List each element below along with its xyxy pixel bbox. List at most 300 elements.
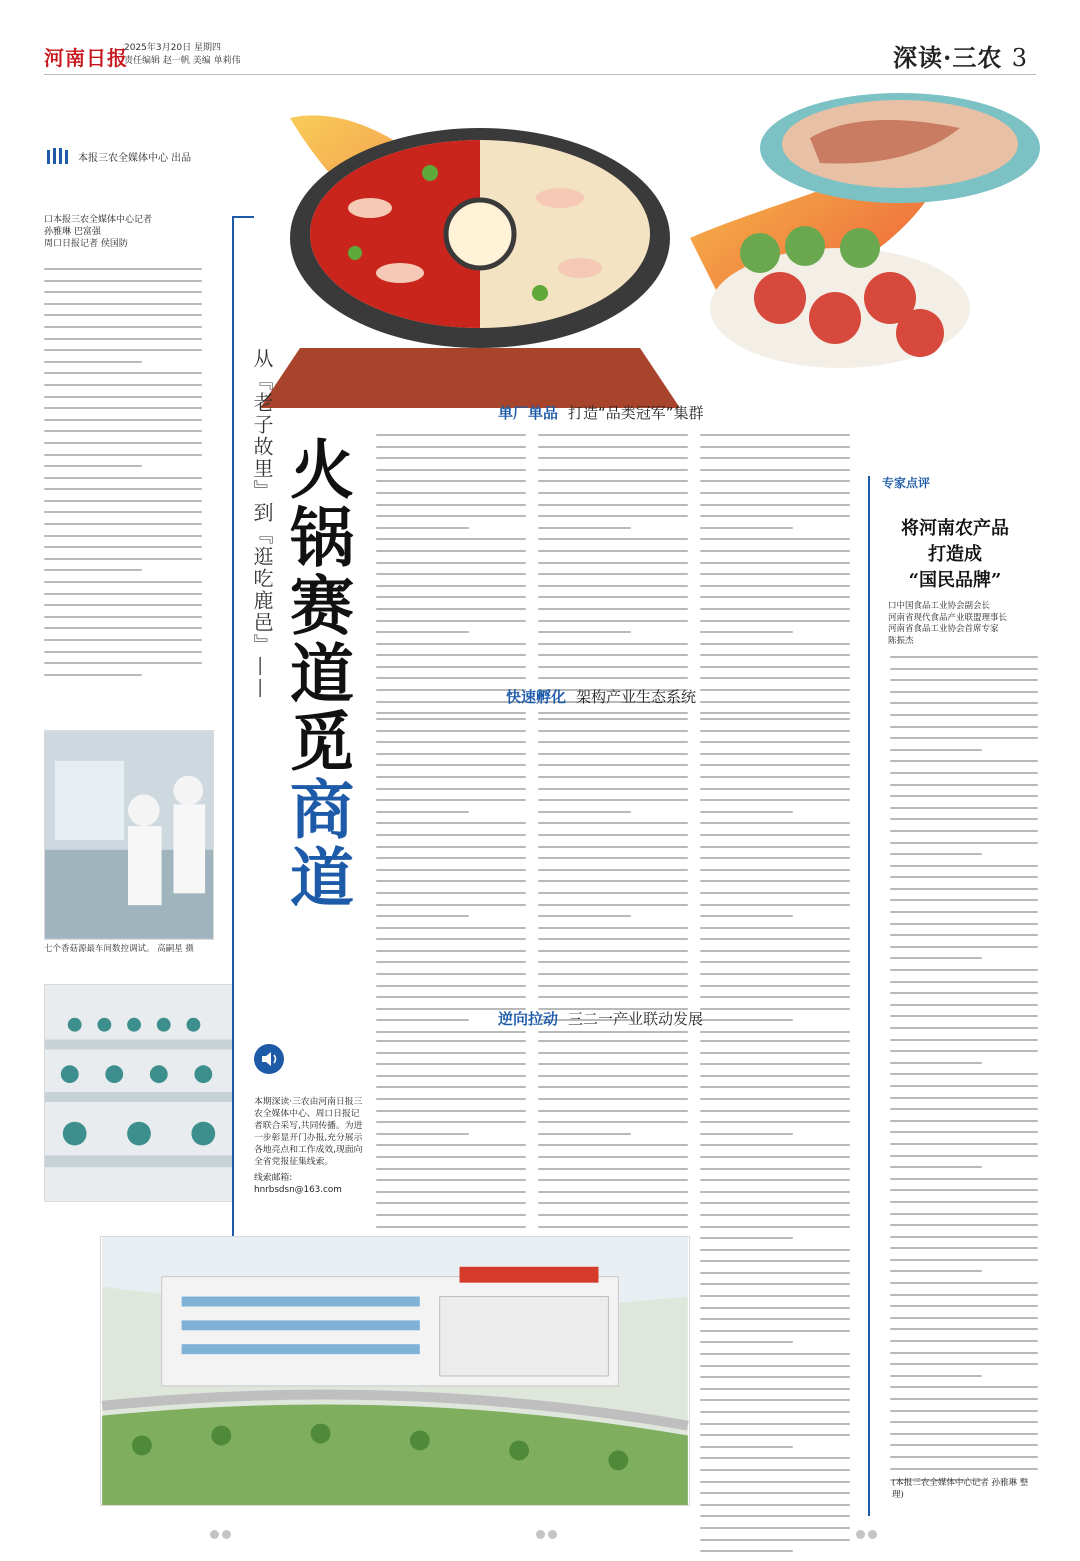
text-line-placeholder: [376, 788, 526, 790]
section-keyword: 快速孵化: [506, 688, 567, 706]
text-line-placeholder: [376, 1086, 526, 1088]
text-line-placeholder: [376, 631, 469, 633]
text-line-placeholder: [376, 712, 526, 714]
text-line-placeholder: [700, 811, 793, 813]
headline-sub: 从『老子故里』到『逛吃鹿邑』——: [250, 348, 274, 700]
text-line-placeholder: [538, 712, 688, 714]
text-line-placeholder: [44, 430, 202, 432]
text-line-placeholder: [538, 811, 631, 813]
text-line-placeholder: [376, 620, 526, 622]
text-line-placeholder: [890, 1270, 982, 1272]
text-line-placeholder: [538, 434, 688, 436]
text-line-placeholder: [538, 1191, 688, 1193]
headline-main-accent: 商道: [279, 776, 354, 912]
text-line-placeholder: [890, 760, 1038, 762]
text-line-placeholder: [700, 788, 850, 790]
expert-column-title: [880, 516, 1030, 594]
text-line-placeholder: [538, 950, 688, 952]
text-line-placeholder: [538, 1052, 688, 1054]
text-line-placeholder: [376, 1179, 526, 1181]
text-line-placeholder: [700, 1179, 850, 1181]
masthead-divider: [44, 74, 1036, 75]
text-line-placeholder: [538, 1121, 688, 1123]
section-title: 三二一产业联动发展: [568, 1010, 704, 1028]
text-line-placeholder: [700, 938, 850, 940]
text-line-placeholder: [538, 973, 688, 975]
text-line-placeholder: [700, 1492, 850, 1494]
text-line-placeholder: [44, 488, 202, 490]
text-line-placeholder: [376, 973, 526, 975]
text-line-placeholder: [700, 973, 850, 975]
text-line-placeholder: [700, 1110, 850, 1112]
text-line-placeholder: [44, 581, 202, 583]
text-line-placeholder: [700, 1098, 850, 1100]
hotpot-base: [260, 348, 680, 408]
text-line-placeholder: [376, 811, 469, 813]
text-line-placeholder: [538, 515, 688, 517]
text-line-placeholder: [44, 616, 202, 618]
text-line-placeholder: [890, 807, 1038, 809]
text-line-placeholder: [376, 666, 526, 668]
section-title: 架构产业生态系统: [576, 688, 697, 706]
text-line-placeholder: [700, 1226, 850, 1228]
text-line-placeholder: [700, 927, 850, 929]
text-line-placeholder: [538, 927, 688, 929]
headline-main-text: 火锅赛道觅: [279, 436, 354, 776]
text-line-placeholder: [538, 620, 688, 622]
section-header-2: [506, 686, 696, 707]
text-line-placeholder: [376, 1133, 469, 1135]
text-line-placeholder: [538, 985, 688, 987]
text-line-placeholder: [700, 1481, 850, 1483]
text-line-placeholder: [376, 857, 526, 859]
masthead: [0, 0, 1080, 90]
text-line-placeholder: [700, 1457, 850, 1459]
hotpot-center: [446, 200, 514, 268]
text-line-placeholder: [700, 1307, 850, 1309]
text-line-placeholder: [700, 1144, 850, 1146]
text-line-placeholder: [538, 764, 688, 766]
text-line-placeholder: [538, 961, 688, 963]
newspaper-logo: 河南日报: [44, 46, 128, 70]
page-number: 3: [1011, 44, 1028, 72]
article-column-s1-c: [700, 434, 850, 724]
text-line-placeholder: [700, 1063, 850, 1065]
text-line-placeholder: [44, 338, 202, 340]
text-line-placeholder: [890, 1039, 1038, 1041]
text-line-placeholder: [538, 608, 688, 610]
text-line-placeholder: [700, 562, 850, 564]
text-line-placeholder: [890, 853, 982, 855]
text-line-placeholder: [538, 741, 688, 743]
text-line-placeholder: [700, 620, 850, 622]
text-line-placeholder: [890, 969, 1038, 971]
text-line-placeholder: [890, 1073, 1038, 1075]
text-line-placeholder: [538, 654, 688, 656]
text-line-placeholder: [700, 915, 793, 917]
text-line-placeholder: [44, 523, 202, 525]
text-line-placeholder: [44, 384, 202, 386]
text-line-placeholder: [376, 1156, 526, 1158]
headline-rule: [232, 216, 234, 1276]
text-line-placeholder: [890, 1097, 1038, 1099]
text-line-placeholder: [538, 1110, 688, 1112]
text-line-placeholder: [890, 899, 1038, 901]
text-line-placeholder: [376, 950, 526, 952]
factory-photo-1: [44, 730, 214, 940]
text-line-placeholder: [700, 1008, 850, 1010]
text-line-placeholder: [700, 1515, 850, 1517]
text-line-placeholder: [890, 726, 1038, 728]
text-line-placeholder: [44, 627, 202, 629]
section-title: 打造“品类冠军”集群: [568, 404, 704, 422]
text-line-placeholder: [700, 643, 850, 645]
text-line-placeholder: [538, 1031, 688, 1033]
section-keyword: 逆向拉动: [498, 1010, 559, 1028]
text-line-placeholder: [700, 869, 850, 871]
article-column-s2-a: [376, 718, 526, 1043]
text-line-placeholder: [700, 1249, 850, 1251]
byline-line: 孙雅琳 巴富强: [44, 227, 101, 237]
section-name: 深读·三农: [893, 43, 1003, 72]
byline-line: 口本报三农全媒体中心记者: [44, 215, 153, 225]
text-line-placeholder: [890, 1375, 982, 1377]
text-line-placeholder: [700, 1121, 850, 1123]
text-line-placeholder: [890, 1468, 1038, 1470]
text-line-placeholder: [700, 457, 850, 459]
text-line-placeholder: [700, 492, 850, 494]
text-line-placeholder: [890, 795, 1038, 797]
text-line-placeholder: [538, 1179, 688, 1181]
text-line-placeholder: [538, 996, 688, 998]
page-section-heading: [893, 38, 1028, 73]
footer-dots-1: [210, 1530, 231, 1539]
text-line-placeholder: [890, 1456, 1038, 1458]
text-line-placeholder: [538, 1168, 688, 1170]
text-line-placeholder: [538, 857, 688, 859]
expert-byline-line: 河南省食品工业协会首席专家: [888, 624, 999, 634]
text-line-placeholder: [538, 677, 688, 679]
text-line-placeholder: [538, 631, 631, 633]
dateline: [124, 42, 241, 68]
text-line-placeholder: [538, 846, 688, 848]
text-line-placeholder: [700, 654, 850, 656]
text-line-placeholder: [538, 1202, 688, 1204]
article-column-s2-c: [700, 718, 850, 1043]
text-line-placeholder: [890, 957, 982, 959]
text-line-placeholder: [538, 799, 688, 801]
text-line-placeholder: [376, 880, 526, 882]
text-line-placeholder: [376, 608, 526, 610]
text-line-placeholder: [700, 608, 850, 610]
expert-byline-line: 陈振杰: [888, 635, 914, 646]
text-line-placeholder: [700, 1040, 850, 1042]
text-line-placeholder: [700, 1295, 850, 1297]
text-line-placeholder: [700, 1237, 793, 1239]
text-line-placeholder: [538, 457, 688, 459]
speaker-icon: [254, 1044, 284, 1074]
text-line-placeholder: [890, 1027, 1038, 1029]
text-line-placeholder: [376, 434, 526, 436]
article-column-s2-b: [538, 718, 688, 1043]
text-line-placeholder: [700, 950, 850, 952]
text-line-placeholder: [890, 1062, 982, 1064]
text-line-placeholder: [376, 938, 526, 940]
text-line-placeholder: [538, 504, 688, 506]
text-line-placeholder: [376, 799, 526, 801]
text-line-placeholder: [538, 892, 688, 894]
text-line-placeholder: [538, 492, 688, 494]
text-line-placeholder: [538, 788, 688, 790]
text-line-placeholder: [890, 1305, 1038, 1307]
text-line-placeholder: [700, 904, 850, 906]
text-line-placeholder: [538, 1214, 688, 1216]
text-line-placeholder: [376, 515, 526, 517]
text-line-placeholder: [538, 585, 688, 587]
text-line-placeholder: [700, 776, 850, 778]
text-line-placeholder: [700, 1527, 850, 1529]
text-line-placeholder: [376, 585, 526, 587]
text-line-placeholder: [700, 1214, 850, 1216]
text-line-placeholder: [890, 1143, 1038, 1145]
text-line-placeholder: [700, 1283, 850, 1285]
text-line-placeholder: [376, 1168, 526, 1170]
text-line-placeholder: [376, 643, 526, 645]
text-line-placeholder: [538, 666, 688, 668]
text-line-placeholder: [890, 934, 1038, 936]
text-line-placeholder: [376, 1040, 526, 1042]
text-line-placeholder: [700, 1341, 793, 1343]
text-line-placeholder: [700, 1539, 850, 1541]
text-line-placeholder: [890, 714, 1038, 716]
text-line-placeholder: [538, 469, 688, 471]
text-line-placeholder: [700, 985, 850, 987]
text-line-placeholder: [44, 651, 202, 653]
editors-credit: 责任编辑 赵一帆 美编 单莉伟: [124, 56, 241, 66]
text-line-placeholder: [538, 1144, 688, 1146]
email-address[interactable]: hnrbsdsn@163.com: [254, 1185, 342, 1195]
section-header-1: [498, 402, 704, 423]
footer-dots-3: [856, 1530, 877, 1539]
text-line-placeholder: [538, 1040, 688, 1042]
text-line-placeholder: [538, 869, 688, 871]
text-line-placeholder: [376, 1019, 469, 1021]
text-line-placeholder: [890, 737, 1038, 739]
text-line-placeholder: [890, 1085, 1038, 1087]
text-line-placeholder: [890, 1166, 982, 1168]
text-line-placeholder: [700, 1388, 850, 1390]
text-line-placeholder: [376, 538, 526, 540]
text-line-placeholder: [376, 1052, 526, 1054]
expert-byline-line: 口中国食品工业协会副会长: [888, 601, 991, 611]
text-line-placeholder: [700, 469, 850, 471]
headline-main: [279, 436, 354, 912]
expert-byline: [888, 601, 1038, 647]
text-line-placeholder: [700, 538, 850, 540]
audio-box: [254, 1096, 366, 1196]
text-line-placeholder: [700, 1353, 850, 1355]
text-line-placeholder: [700, 764, 850, 766]
text-line-placeholder: [890, 1340, 1038, 1342]
text-line-placeholder: [44, 349, 202, 351]
text-line-placeholder: [44, 303, 202, 305]
text-line-placeholder: [538, 643, 688, 645]
text-line-placeholder: [376, 469, 526, 471]
text-line-placeholder: [376, 550, 526, 552]
expert-title-line: 将河南农产品: [901, 518, 1009, 539]
text-line-placeholder: [700, 1031, 850, 1033]
email-label: 线索邮箱:: [254, 1173, 293, 1183]
text-line-placeholder: [376, 677, 526, 679]
text-line-placeholder: [376, 1191, 526, 1193]
text-line-placeholder: [890, 981, 1038, 983]
text-line-placeholder: [376, 741, 526, 743]
text-line-placeholder: [700, 504, 850, 506]
text-line-placeholder: [700, 1423, 850, 1425]
text-line-placeholder: [700, 480, 850, 482]
article-byline: [44, 214, 204, 250]
text-line-placeholder: [44, 558, 202, 560]
text-line-placeholder: [538, 1086, 688, 1088]
text-line-placeholder: [376, 446, 526, 448]
text-line-placeholder: [700, 799, 850, 801]
section-keyword: 单厂单品: [498, 404, 559, 422]
text-line-placeholder: [44, 546, 202, 548]
text-line-placeholder: [44, 372, 202, 374]
text-line-placeholder: [376, 915, 469, 917]
text-line-placeholder: [376, 573, 526, 575]
text-line-placeholder: [700, 1052, 850, 1054]
text-line-placeholder: [376, 892, 526, 894]
text-line-placeholder: [890, 1444, 1038, 1446]
text-line-placeholder: [890, 1421, 1038, 1423]
text-line-placeholder: [376, 904, 526, 906]
text-line-placeholder: [700, 892, 850, 894]
text-line-placeholder: [538, 1226, 688, 1228]
text-line-placeholder: [890, 668, 1038, 670]
text-line-placeholder: [538, 446, 688, 448]
text-line-placeholder: [538, 904, 688, 906]
text-line-placeholder: [700, 446, 850, 448]
text-line-placeholder: [890, 911, 1038, 913]
text-line-placeholder: [700, 834, 850, 836]
text-line-placeholder: [890, 702, 1038, 704]
text-line-placeholder: [538, 562, 688, 564]
text-line-placeholder: [700, 1365, 850, 1367]
text-line-placeholder: [376, 527, 469, 529]
text-line-placeholder: [376, 927, 526, 929]
text-line-placeholder: [538, 1063, 688, 1065]
text-line-placeholder: [890, 1328, 1038, 1330]
text-line-placeholder: [700, 846, 850, 848]
text-line-placeholder: [700, 689, 850, 691]
text-line-placeholder: [700, 515, 850, 517]
text-line-placeholder: [538, 1098, 688, 1100]
text-line-placeholder: [890, 1317, 1038, 1319]
text-line-placeholder: [376, 1063, 526, 1065]
text-line-placeholder: [376, 996, 526, 998]
text-line-placeholder: [44, 604, 202, 606]
text-line-placeholder: [890, 784, 1038, 786]
text-line-placeholder: [700, 1504, 850, 1506]
text-line-placeholder: [890, 992, 1038, 994]
text-line-placeholder: [376, 846, 526, 848]
text-line-placeholder: [538, 1156, 688, 1158]
text-line-placeholder: [538, 1133, 631, 1135]
footer-dots-2: [536, 1530, 557, 1539]
text-line-placeholder: [890, 888, 1038, 890]
text-line-placeholder: [376, 1110, 526, 1112]
text-line-placeholder: [376, 1098, 526, 1100]
text-line-placeholder: [700, 1399, 850, 1401]
text-line-placeholder: [376, 457, 526, 459]
text-line-placeholder: [376, 1144, 526, 1146]
text-line-placeholder: [44, 326, 202, 328]
text-line-placeholder: [700, 596, 850, 598]
text-line-placeholder: [700, 573, 850, 575]
text-line-placeholder: [538, 573, 688, 575]
text-line-placeholder: [700, 550, 850, 552]
text-line-placeholder: [44, 465, 142, 467]
text-line-placeholder: [44, 291, 202, 293]
aerial-factory-photo: [100, 1236, 690, 1506]
text-line-placeholder: [376, 869, 526, 871]
photo-caption-1: 七个香菇源最车间数控调试。 高嗣星 摄: [44, 944, 194, 954]
text-line-placeholder: [890, 876, 1038, 878]
text-line-placeholder: [700, 712, 850, 714]
text-line-placeholder: [890, 923, 1038, 925]
text-line-placeholder: [700, 527, 793, 529]
text-line-placeholder: [890, 749, 982, 751]
text-line-placeholder: [376, 753, 526, 755]
text-line-placeholder: [44, 500, 202, 502]
text-line-placeholder: [44, 593, 202, 595]
audio-box-text: 本期深读·三农由河南日报三农全媒体中心、周口日报记者联合采写,共同传播。为进一步彰显开门办报,充分展示各地亮点和工作成效,现面向全省党报征集线索。: [254, 1097, 363, 1167]
article-column-s1-b: [538, 434, 688, 724]
text-line-placeholder: [538, 480, 688, 482]
text-line-placeholder: [890, 1015, 1038, 1017]
text-line-placeholder: [376, 596, 526, 598]
expert-column-body: [890, 656, 1038, 1491]
text-line-placeholder: [538, 538, 688, 540]
text-line-placeholder: [890, 1131, 1038, 1133]
text-line-placeholder: [890, 1294, 1038, 1296]
text-line-placeholder: [890, 830, 1038, 832]
text-line-placeholder: [376, 822, 526, 824]
text-line-placeholder: [890, 1201, 1038, 1203]
text-line-placeholder: [890, 1213, 1038, 1215]
text-line-placeholder: [44, 407, 202, 409]
text-line-placeholder: [376, 1226, 526, 1228]
text-line-placeholder: [700, 1446, 793, 1448]
text-line-placeholder: [890, 1120, 1038, 1122]
text-line-placeholder: [700, 666, 850, 668]
expert-title-line: 打造成: [928, 544, 982, 565]
text-line-placeholder: [890, 679, 1038, 681]
text-line-placeholder: [376, 764, 526, 766]
text-line-placeholder: [376, 562, 526, 564]
expert-byline-line: 河南省现代食品产业联盟理事长: [888, 612, 1008, 623]
text-line-placeholder: [700, 1191, 850, 1193]
text-line-placeholder: [890, 842, 1038, 844]
text-line-placeholder: [538, 753, 688, 755]
text-line-placeholder: [44, 396, 202, 398]
text-line-placeholder: [44, 268, 202, 270]
text-line-placeholder: [538, 596, 688, 598]
text-line-placeholder: [700, 1202, 850, 1204]
text-line-placeholder: [44, 314, 202, 316]
text-line-placeholder: [44, 569, 142, 571]
